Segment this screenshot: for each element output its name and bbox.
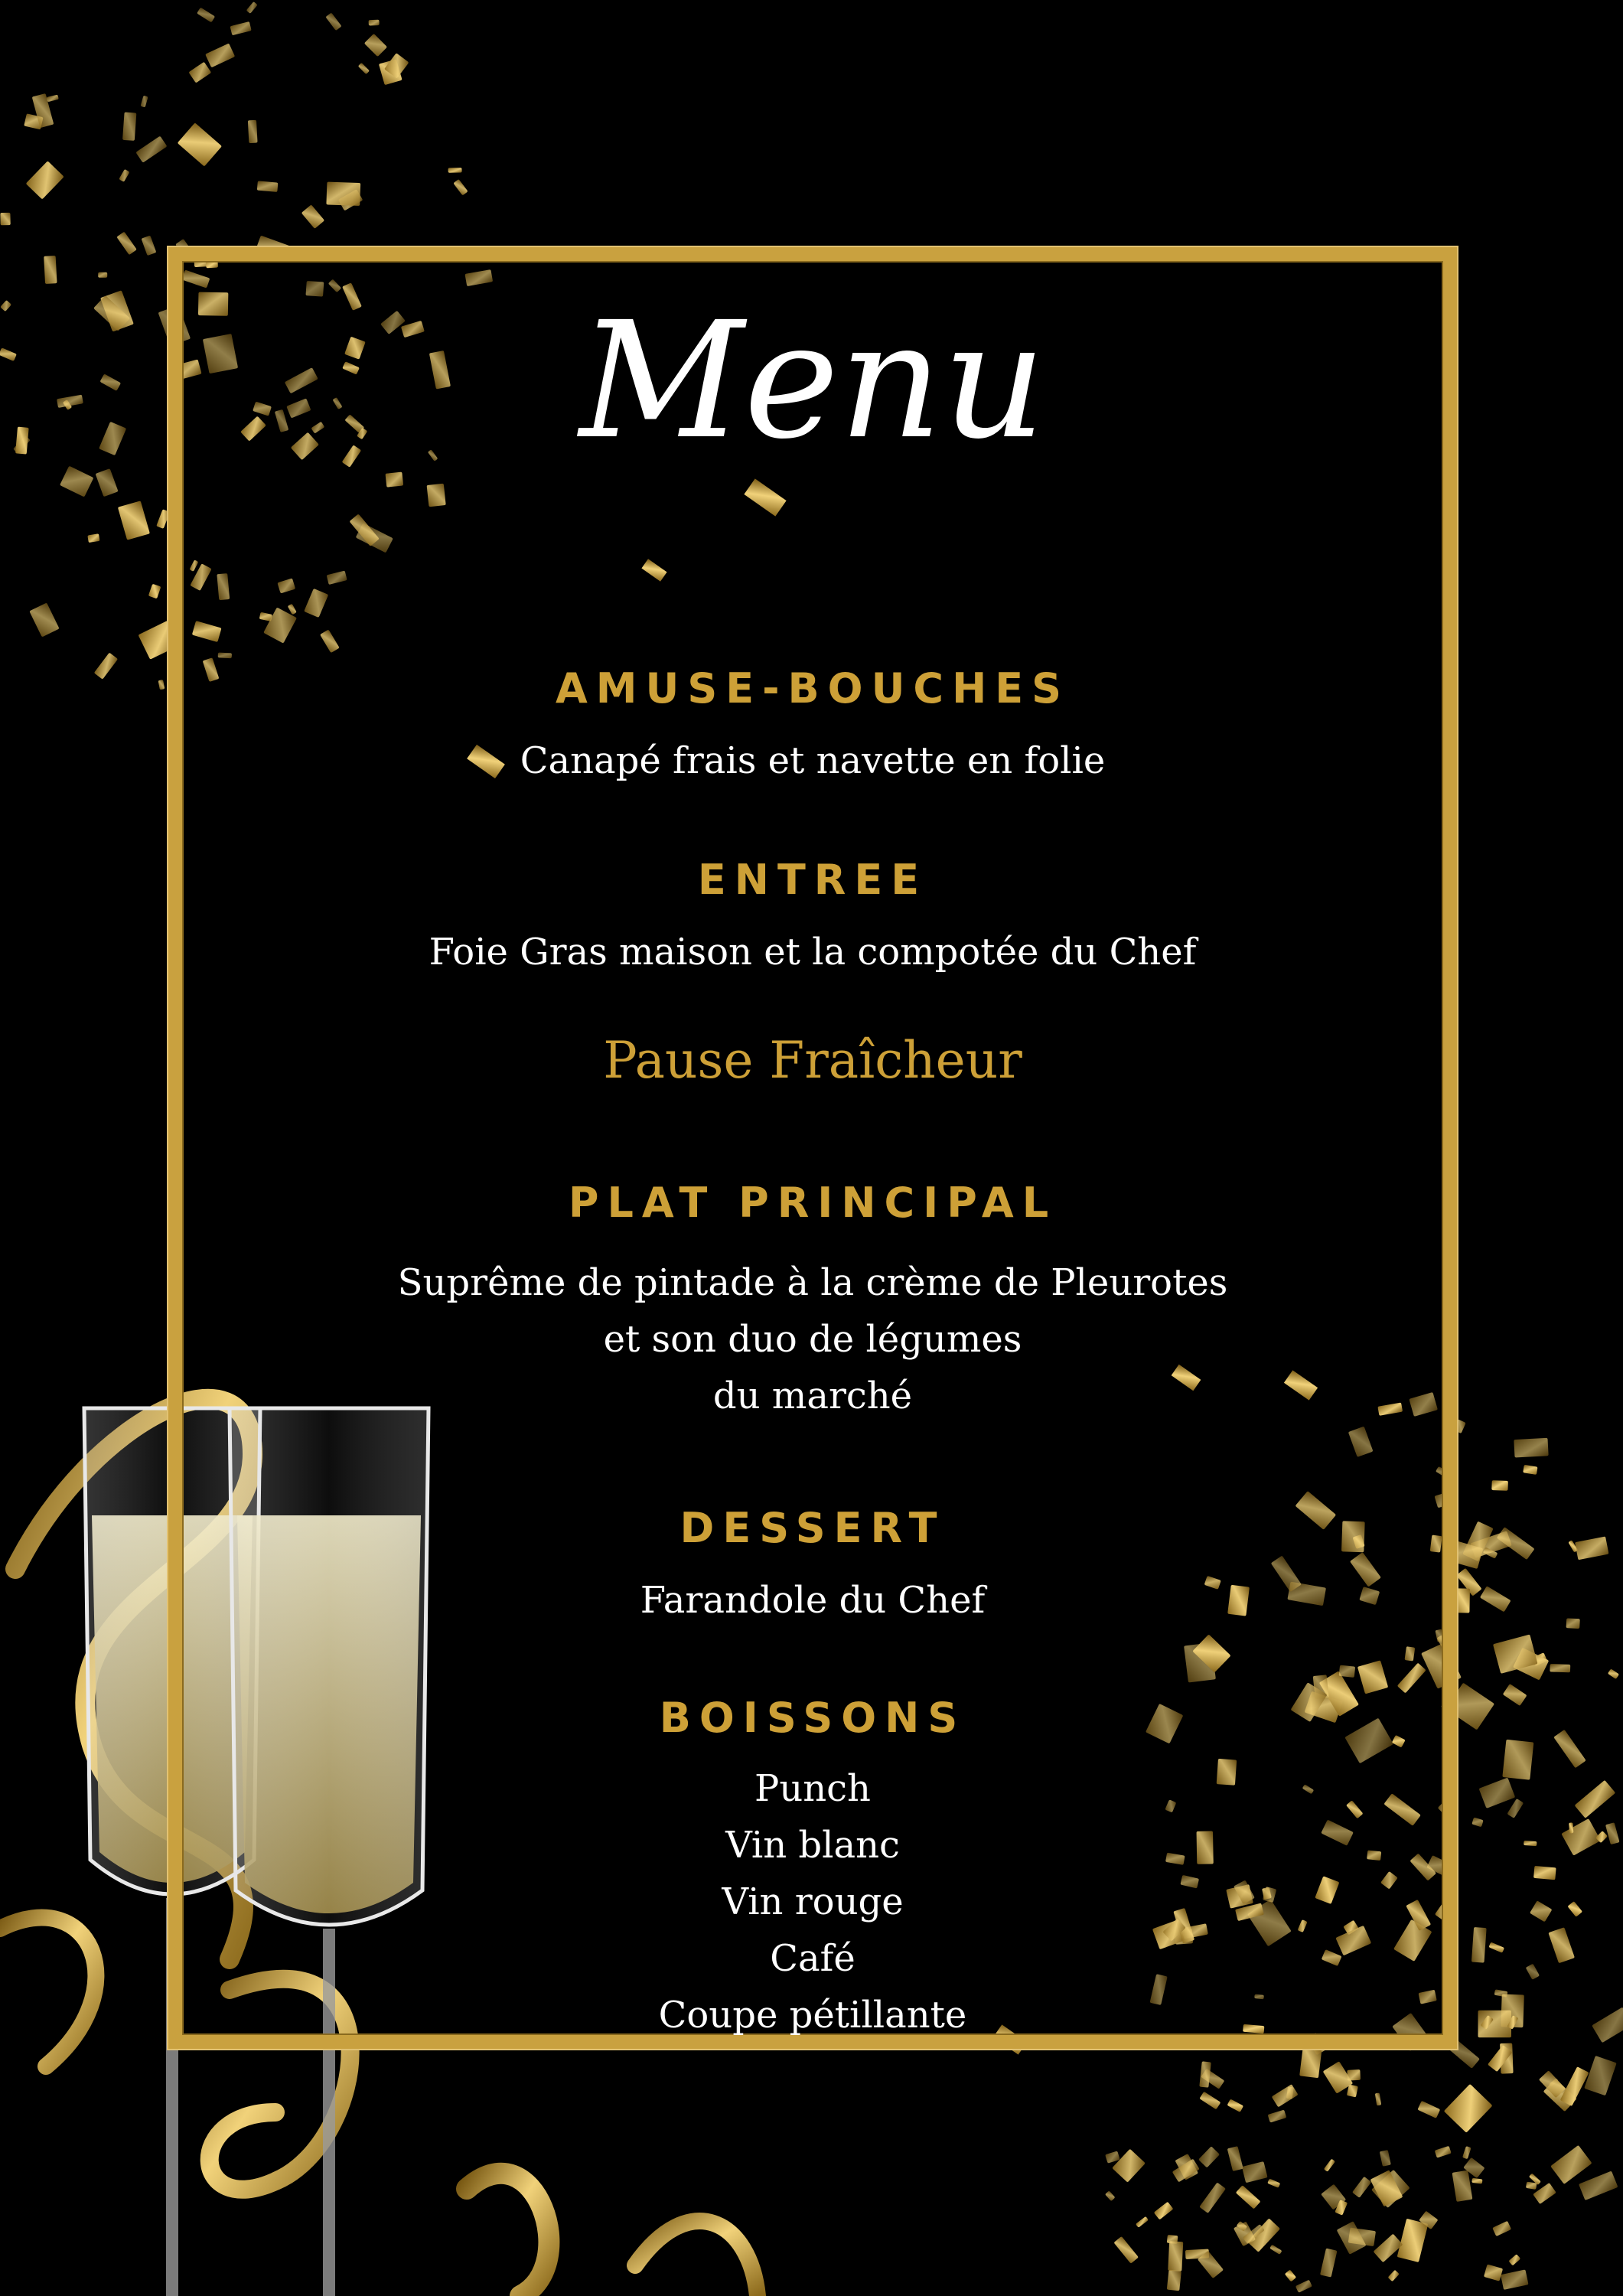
section-heading: DESSERT bbox=[680, 1504, 946, 1552]
section-heading: ENTREE bbox=[697, 856, 928, 904]
menu-item: et son duo de légumes bbox=[603, 1318, 1022, 1361]
section-items bbox=[168, 1572, 1457, 1629]
pause-fraicheur: Pause Fraîcheur bbox=[603, 1031, 1022, 1090]
section-items bbox=[168, 1254, 1457, 1424]
menu-item: Canapé frais et navette en folie bbox=[520, 739, 1106, 782]
menu-item: Coupe pétillante bbox=[658, 1994, 967, 2037]
section-amuse-bouches bbox=[168, 664, 1457, 789]
section-items bbox=[168, 924, 1457, 980]
section-heading: AMUSE-BOUCHES bbox=[555, 664, 1071, 713]
section-items bbox=[168, 1760, 1457, 2043]
menu-item: Café bbox=[770, 1937, 855, 1980]
section-items bbox=[168, 732, 1457, 789]
menu-item: Foie Gras maison et la compotée du Chef bbox=[429, 931, 1197, 974]
menu-card bbox=[168, 247, 1457, 2049]
section-heading: PLAT PRINCIPAL bbox=[568, 1179, 1058, 1227]
menu-item: Suprême de pintade à la crème de Pleurotes bbox=[397, 1261, 1228, 1304]
menu-item: Vin blanc bbox=[725, 1824, 900, 1867]
menu-title: Menu bbox=[579, 287, 1046, 475]
menu-item: Punch bbox=[754, 1767, 871, 1810]
section-boissons bbox=[168, 1694, 1457, 2043]
section-heading: BOISSONS bbox=[659, 1694, 966, 1742]
section-entree bbox=[168, 856, 1457, 980]
section-dessert bbox=[168, 1504, 1457, 1629]
menu-item: du marché bbox=[712, 1375, 913, 1417]
menu-item: Vin rouge bbox=[722, 1880, 904, 1923]
menu-item: Farandole du Chef bbox=[640, 1579, 986, 1622]
section-plat-principal bbox=[168, 1179, 1457, 1424]
